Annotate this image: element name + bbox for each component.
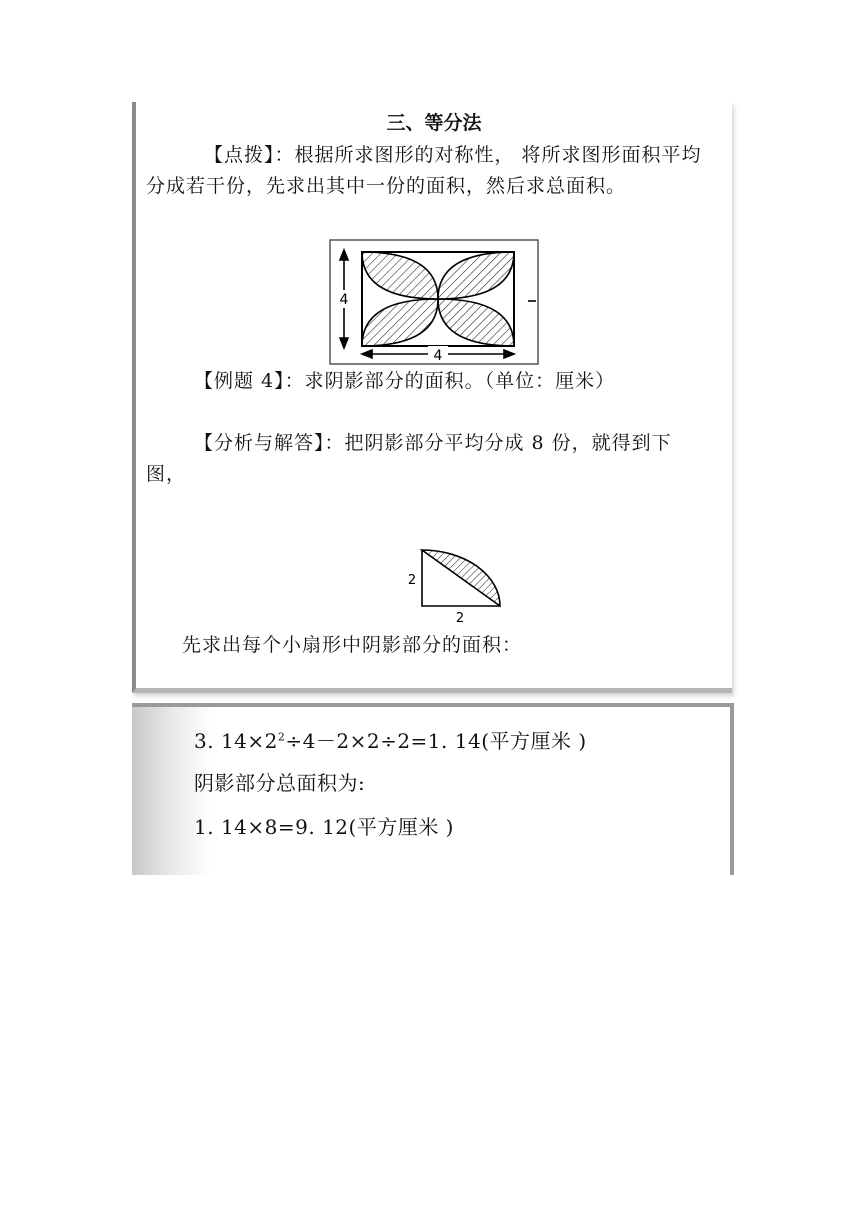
four-petal-figure	[328, 238, 540, 366]
figure2-bottom-label: 2	[455, 611, 465, 626]
step-intro-text: 先求出每个小扇形中阴影部分的面积：	[182, 634, 523, 656]
figure1-bottom-label: 4	[433, 348, 443, 364]
formula1-suffix: ÷4－2×2÷2=1. 14(平方厘米 )	[285, 729, 587, 753]
sector-figure	[398, 542, 510, 626]
total-area-label: 阴影部分总面积为:	[194, 771, 366, 795]
section-title: 三、等分法	[386, 112, 482, 134]
formula1-prefix: 3. 14×2	[194, 729, 278, 753]
formula-sector-area	[194, 725, 587, 754]
figure1-side-label: 4	[339, 292, 349, 308]
formula1-exponent: 2	[277, 730, 286, 744]
analysis-text: 【分析与解答】：把阴影部分平均分成 8 份，就得到下图，	[146, 432, 672, 485]
content-panel-top	[132, 102, 732, 693]
tip-paragraph: 【点拨】：根据所求图形的对称性， 将所求图形面积平均分成若干份，先求出其中一份的面积，然后求总面积。	[146, 144, 702, 197]
figure2-side-label: 2	[407, 573, 417, 588]
content-panel-bottom	[132, 703, 734, 875]
example-text: 【例题 4】：求阴影部分的面积。（单位：厘米）	[194, 370, 616, 392]
formula-total-area: 1. 14×8=9. 12(平方厘米 )	[194, 815, 454, 839]
